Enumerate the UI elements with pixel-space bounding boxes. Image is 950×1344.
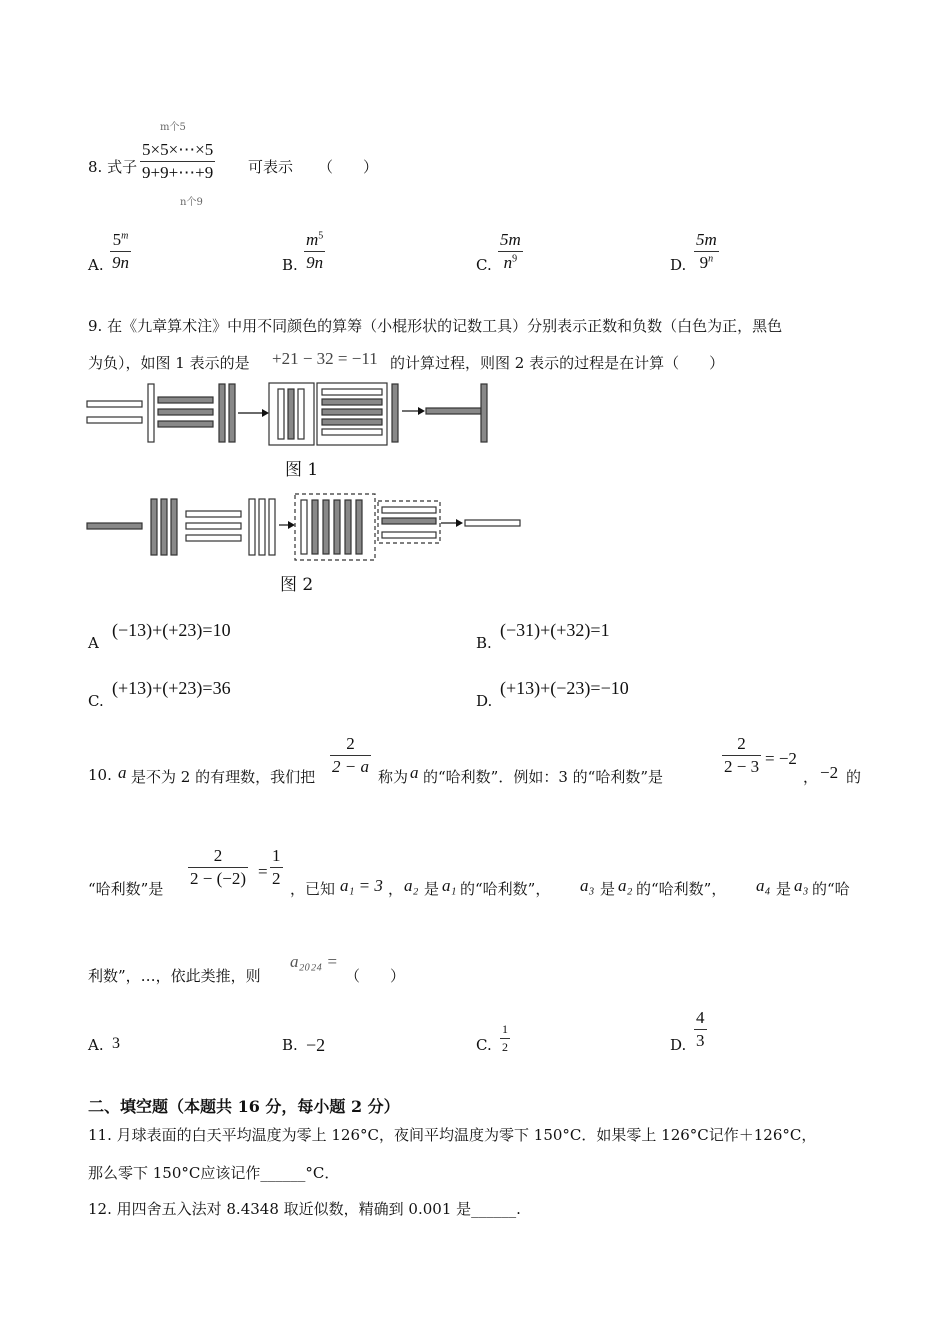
q9-option-b: (−31)+(+32)=1 <box>500 620 610 640</box>
q8-option-a-label: A. <box>88 256 104 274</box>
q10-neg-two: −2 <box>820 763 839 782</box>
q8-option-c: 5m $n^9$ <box>500 230 521 272</box>
q8-option-d-label: D. <box>670 256 687 274</box>
q10-text-5: “哈利数”是 <box>88 880 164 898</box>
section-2-heading: 二、填空题（本题共 16 分，每小题 2 分） <box>88 1097 400 1116</box>
q9-option-a: (−13)+(+23)=10 <box>112 620 231 640</box>
q11-line-1: 11. 月球表面的白天平均温度为零上 126°C，夜间平均温度为零下 150°C．如果零上 126°C记作＋126°C， <box>88 1126 817 1144</box>
q10-text-1: 是不为 2 的有理数，我们把 <box>131 768 316 786</box>
q10-fraction-2: 2 2 − 3 <box>724 734 760 776</box>
q9-option-b-label: B. <box>476 634 492 652</box>
q10-fraction-2-rhs: = −2 <box>765 749 797 768</box>
q10-text-7: ， <box>388 880 404 898</box>
q10-option-c: 1 2 <box>502 1022 508 1054</box>
q8-numerator: 5×5×⋯×5 <box>142 140 214 159</box>
q8-option-a: 5$^m$ 9n <box>112 230 129 272</box>
q10-text-13: 的“哈 <box>812 880 850 898</box>
q9-math-expression: +21 − 32 = −11 <box>272 349 378 368</box>
q10-text-2: 称为 <box>378 768 409 786</box>
q10-text-12: 是 <box>776 880 792 898</box>
q8-numerator-label: m个5 <box>160 122 186 133</box>
q9-figure-1-caption: 图 1 <box>285 460 319 480</box>
q12-line-1: 12. 用四舍五入法对 8.4348 取近似数，精确到 0.001 是______. <box>88 1200 521 1218</box>
q9-figure-2-caption: 图 2 <box>280 575 314 595</box>
q8-denominator-label: n个9 <box>180 197 203 208</box>
q10-a1-eq: a₁ = 3 <box>340 876 383 895</box>
q10-text-8: 是 <box>424 880 440 898</box>
q10-answer-paren: （ ） <box>345 967 406 985</box>
q9-figure-1 <box>86 380 496 450</box>
q10-text-11: 的“哈利数”， <box>636 880 727 898</box>
q9-option-d: (+13)+(−23)=−10 <box>500 678 629 698</box>
q10-option-d: 4 3 <box>696 1008 705 1050</box>
q9-option-a-label: A <box>88 634 99 652</box>
q10-de: 的 <box>846 768 862 786</box>
q10-var-a: a <box>118 763 127 782</box>
q9-line-2a: 为负），如图 1 表示的是 <box>88 354 250 372</box>
q10-a1: a₁ <box>442 876 457 895</box>
q8-suffix: 可表示 <box>248 158 294 176</box>
q9-figure-2 <box>86 492 526 564</box>
q8-option-b: $m^5$ 9n <box>306 230 324 272</box>
q8-option-d: 5m 9$^n$ <box>696 230 717 272</box>
q10-a2-b: a₂ <box>618 876 633 895</box>
q10-comma: ， <box>803 768 819 786</box>
q10-option-a-label: A. <box>88 1036 104 1054</box>
q10-a2: a₂ <box>404 876 419 895</box>
q10-option-b-label: B. <box>282 1036 298 1054</box>
q8-option-b-label: B. <box>282 256 298 274</box>
q8-option-c-label: C. <box>476 256 492 274</box>
q10-fraction-3-result: 1 2 <box>272 846 281 888</box>
q9-option-c-label: C. <box>88 692 104 710</box>
q10-text-14: 利数”，…，依此类推，则 <box>88 967 261 985</box>
q10-fraction-3-eq: = <box>258 862 268 881</box>
q8-answer-paren: （ ） <box>318 158 379 176</box>
q8-fraction <box>140 140 215 183</box>
q10-text-10: 是 <box>600 880 616 898</box>
q9-option-c: (+13)+(+23)=36 <box>112 678 231 698</box>
q10-a4: a₄ <box>756 876 771 895</box>
q10-option-d-label: D. <box>670 1036 687 1054</box>
q10-fraction-1: 2 2 − a <box>332 734 369 776</box>
q10-option-c-label: C. <box>476 1036 492 1054</box>
q10-option-a: 3 <box>112 1035 120 1052</box>
q10-a3: a₃ <box>580 876 595 895</box>
q10-text-3: 的“哈利数”．例如：3 的“哈利数”是 <box>423 768 663 786</box>
q10-a3-b: a₃ <box>794 876 809 895</box>
q11-line-2: 那么零下 150°C应该记作______°C． <box>88 1164 340 1182</box>
q8-denominator: 9+9+⋯+9 <box>142 163 214 182</box>
q10-text-6: ，已知 <box>290 880 336 898</box>
q8-stem: 8. 式子 <box>88 158 138 176</box>
q9-option-d-label: D. <box>476 692 493 710</box>
q9-line-2b: 的计算过程，则图 2 表示的过程是在计算（ ） <box>390 354 725 372</box>
q10-a2024: a₂₀₂₄ = <box>290 952 338 971</box>
q10-number: 10. <box>88 766 112 784</box>
q10-var-a-2: a <box>410 763 419 782</box>
q9-line-1: 9. 在《九章算术注》中用不同颜色的算筹（小棍形状的记数工具）分别表示正数和负数（白色为正，黑色 <box>88 317 783 335</box>
q10-fraction-3: 2 2 − (−2) <box>190 846 246 888</box>
q10-option-b: −2 <box>306 1035 326 1055</box>
q10-text-9: 的“哈利数”， <box>460 880 551 898</box>
